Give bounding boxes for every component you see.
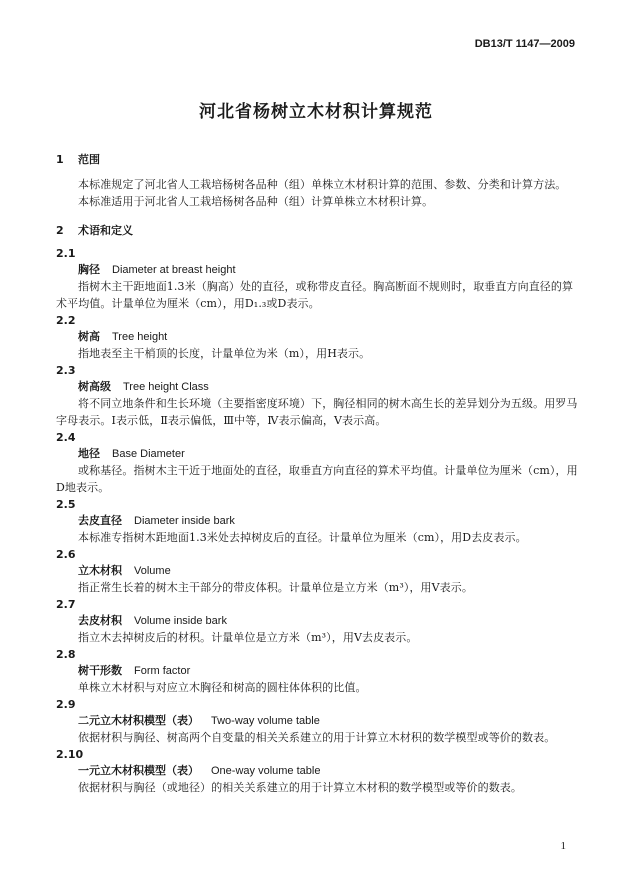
- term-name-en: Base Diameter: [112, 448, 185, 460]
- term-entry: [56, 431, 584, 496]
- section-heading-scope: [56, 152, 584, 167]
- term-number: 2.7: [56, 598, 76, 611]
- term-name-zh: 胸径: [78, 263, 100, 276]
- term-name: [78, 563, 584, 579]
- term-number: 2.6: [56, 548, 76, 561]
- term-name-en: Diameter inside bark: [134, 515, 235, 527]
- term-name-zh: 树高级: [78, 380, 111, 393]
- term-definition: 依据材积与胸径、树高两个自变量的相关关系建立的用于计算立木材积的数学模型或等价的数表。: [78, 731, 556, 744]
- term-name-en: Tree height: [112, 331, 168, 343]
- term-name-zh: 树干形数: [78, 664, 122, 677]
- page-number: 1: [560, 840, 566, 852]
- term-number: 2.8: [56, 648, 76, 661]
- term-name-zh: 二元立木材积模型（表）: [78, 714, 199, 727]
- term-definition: 指树木主干距地面1.3米（胸高）处的直径，或称带皮直径。胸高断面不规则时，取垂直方向直径的算术平均值。计量单位为厘米（cm），用D₁.₃或D表示。: [56, 280, 574, 310]
- term-number: 2.10: [56, 748, 84, 761]
- section-title: 术语和定义: [78, 224, 133, 237]
- term-name-zh: 地径: [78, 447, 100, 460]
- page-title: 河北省杨树立木材积计算规范: [199, 102, 433, 122]
- term-definition: 指正常生长着的树木主干部分的带皮体积。计量单位是立方米（m³），用V表示。: [78, 581, 473, 594]
- term-number: 2.5: [56, 498, 76, 511]
- term-name: [78, 446, 584, 462]
- term-name: [78, 379, 584, 395]
- term-name-en: Tree height Class: [123, 381, 209, 393]
- term-name: [78, 262, 584, 278]
- term-name-en: One-way volume table: [211, 765, 321, 777]
- term-name: [78, 513, 584, 529]
- term-entry: [56, 748, 584, 796]
- section-number: 2: [56, 224, 64, 237]
- paragraph: 本标准规定了河北省人工栽培杨树各品种（组）单株立木材积计算的范围、参数、分类和计算方法。: [78, 178, 567, 191]
- term-number: 2.9: [56, 698, 76, 711]
- term-entry: [56, 598, 584, 646]
- term-name: [78, 713, 584, 729]
- term-entry: [56, 698, 584, 746]
- term-entry: [56, 648, 584, 696]
- term-number: 2.1: [56, 247, 76, 260]
- term-name: [78, 329, 584, 345]
- term-name: [78, 763, 584, 779]
- term-entry: [56, 314, 584, 362]
- document-code: DB13/T 1147—2009: [474, 38, 575, 50]
- term-number: 2.2: [56, 314, 76, 327]
- term-definition: 单株立木材积与对应立木胸径和树高的圆柱体体积的比值。: [78, 681, 367, 694]
- document-body: [56, 152, 584, 797]
- term-definition: 指立木去掉树皮后的材积。计量单位是立方米（m³），用V去皮表示。: [78, 631, 418, 644]
- term-definition: 将不同立地条件和生长环境（主要指密度环境）下，胸径相同的树木高生长的差异划分为五级。用罗马字母表示。Ⅰ表示低，Ⅱ表示偏低，Ⅲ中等，Ⅳ表示偏高，Ⅴ表示高。: [56, 397, 578, 427]
- section-heading-terms: [56, 223, 584, 238]
- term-name-zh: 一元立木材积模型（表）: [78, 764, 199, 777]
- term-entry: [56, 364, 584, 429]
- term-entry: [56, 548, 584, 596]
- term-entry: [56, 247, 584, 312]
- term-name-zh: 去皮直径: [78, 514, 122, 527]
- term-definition: 或称基径。指树木主干近于地面处的直径，取垂直方向直径的算术平均值。计量单位为厘米（cm），用D地表示。: [56, 464, 578, 494]
- term-name-en: Volume: [134, 565, 171, 577]
- term-name-zh: 去皮材积: [78, 614, 122, 627]
- term-definition: 指地表至主干梢顶的长度，计量单位为米（m），用H表示。: [78, 347, 371, 360]
- term-entry: [56, 498, 584, 546]
- term-number: 2.4: [56, 431, 76, 444]
- section-number: 1: [56, 153, 64, 166]
- term-number: 2.3: [56, 364, 76, 377]
- section-title: 范围: [78, 153, 100, 166]
- term-name-en: Volume inside bark: [134, 615, 227, 627]
- paragraph: 本标准适用于河北省人工栽培杨树各品种（组）计算单株立木材积计算。: [78, 195, 434, 208]
- term-name-en: Form factor: [134, 665, 191, 677]
- term-name: [78, 663, 584, 679]
- term-name-en: Diameter at breast height: [112, 264, 236, 276]
- term-name-zh: 立木材积: [78, 564, 122, 577]
- term-name-zh: 树高: [78, 330, 100, 343]
- term-definition: 本标准专指树木距地面1.3米处去掉树皮后的直径。计量单位为厘米（cm），用D去皮表示。: [78, 531, 527, 544]
- term-name: [78, 613, 584, 629]
- term-definition: 依据材积与胸径（或地径）的相关关系建立的用于计算立木材积的数学模型或等价的数表。: [78, 781, 522, 794]
- term-name-en: Two-way volume table: [211, 715, 320, 727]
